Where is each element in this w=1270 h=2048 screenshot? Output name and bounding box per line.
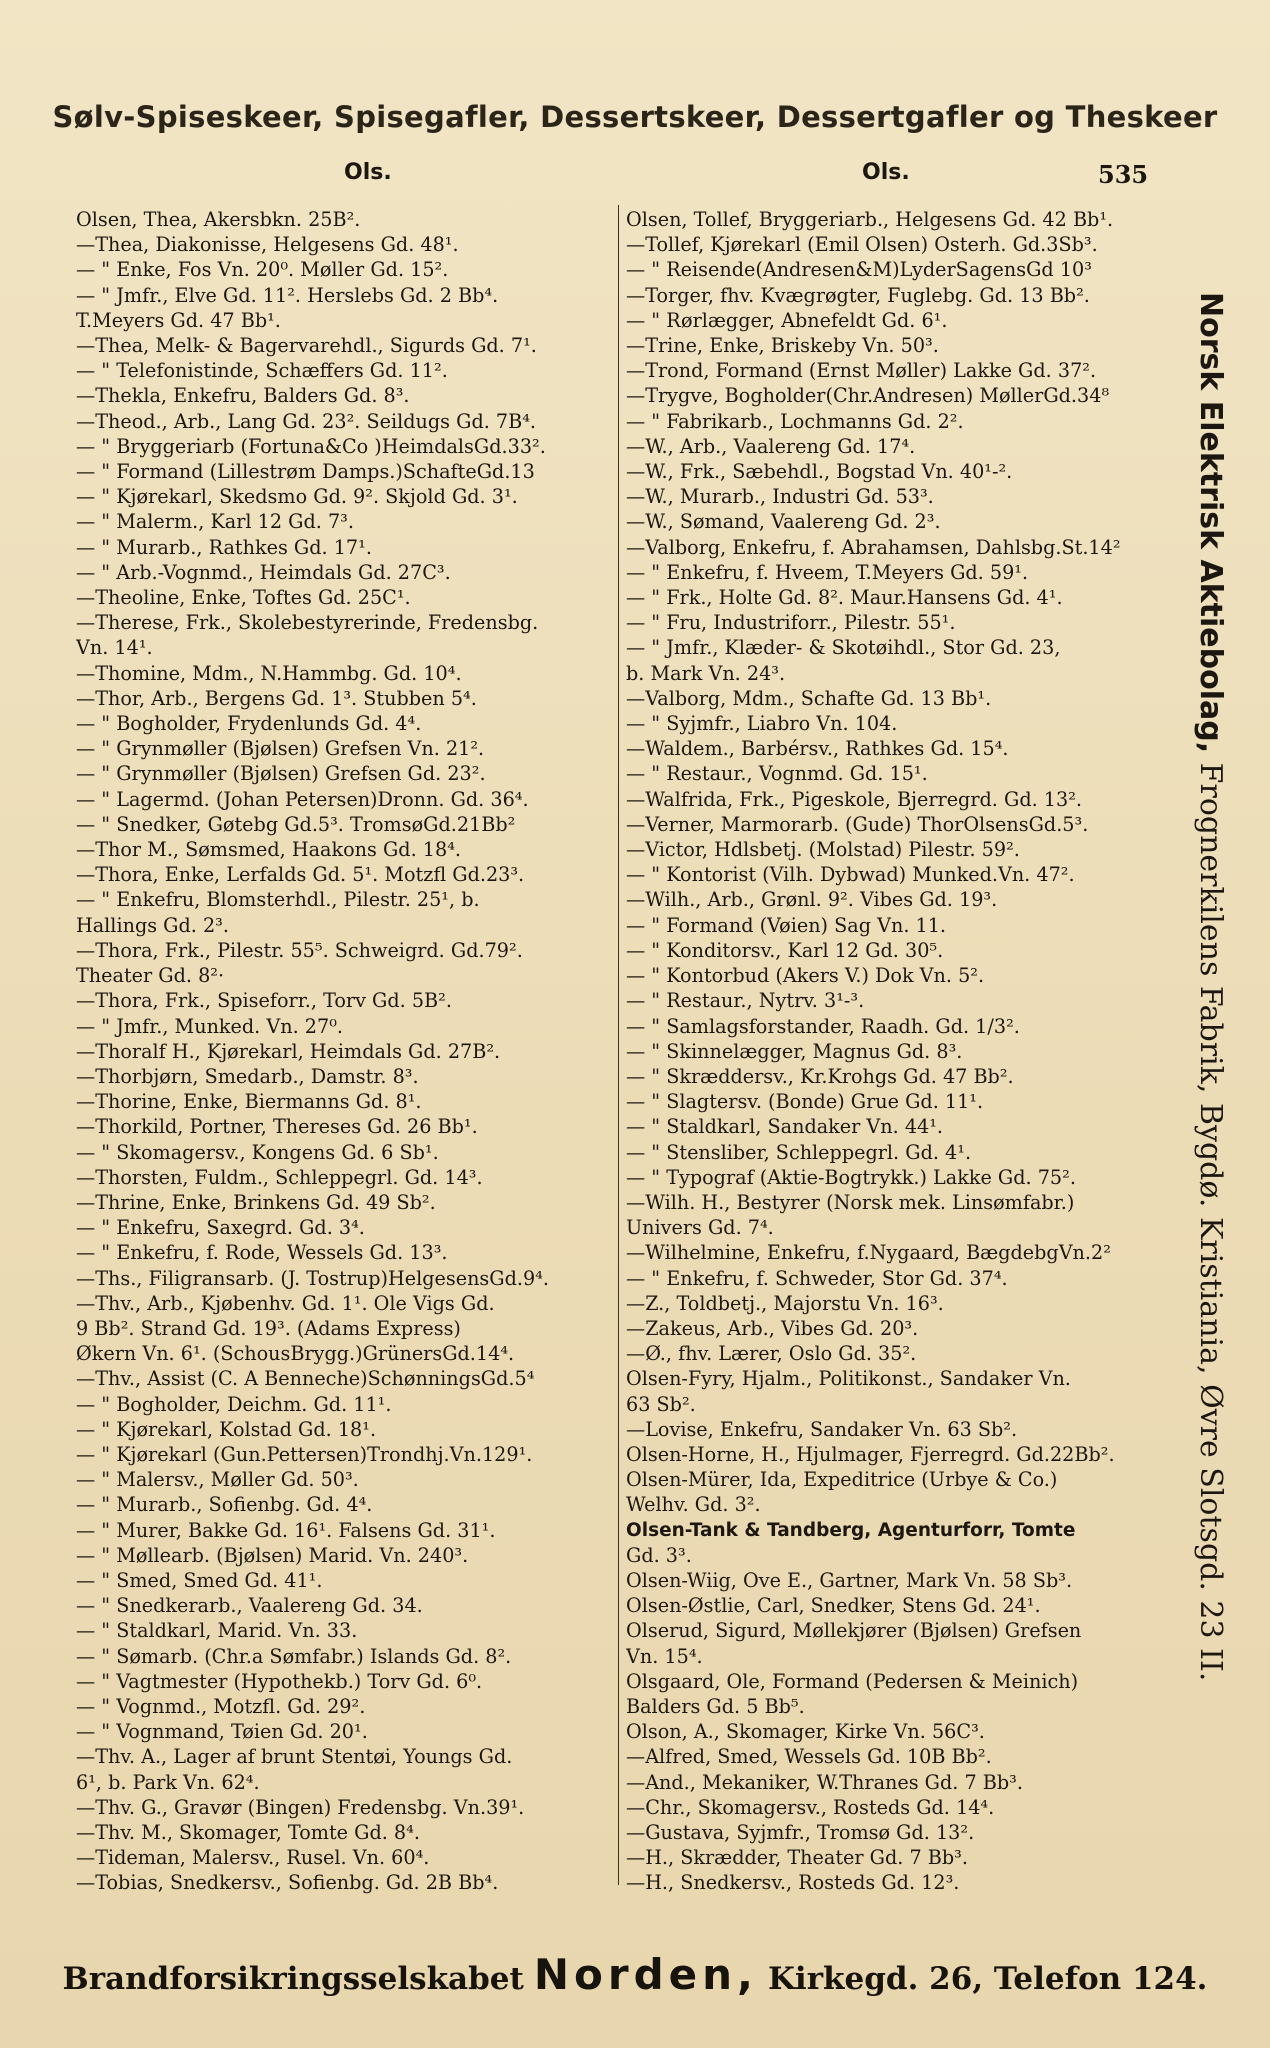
directory-entry: —Thea, Melk- & Bagervarehdl., Sigurds Gd. 7¹. — [76, 334, 537, 358]
directory-entry: — " Formand (Lillestrøm Damps.)SchafteGd.13 — [76, 460, 535, 484]
directory-entry: Vn. 14¹. — [76, 636, 153, 660]
directory-entry: — " Smed, Smed Gd. 41¹. — [76, 1568, 323, 1592]
directory-entry: — " Staldkarl, Sandaker Vn. 44¹. — [626, 1115, 944, 1139]
directory-entry: Gd. 3³. — [626, 1543, 692, 1567]
directory-entry: — " Rørlægger, Abnefeldt Gd. 6¹. — [626, 308, 948, 332]
directory-entry: — " Fabrikarb., Lochmanns Gd. 2². — [626, 409, 964, 433]
directory-entry: — " Kontorbud (Akers V.) Dok Vn. 5². — [626, 964, 985, 988]
directory-entry: — " Jmfr., Munked. Vn. 27⁰. — [76, 1014, 344, 1038]
directory-entry: —Ø., fhv. Lærer, Oslo Gd. 35². — [626, 1342, 917, 1366]
directory-entry: Olsgaard, Ole, Formand (Pedersen & Meinich) — [626, 1669, 1079, 1693]
directory-entry: — " Murarb., Sofienbg. Gd. 4⁴. — [76, 1493, 373, 1517]
footer-address: Kirkegd. 26, Telefon 124. — [767, 1961, 1208, 1997]
footer-brand: Norden, — [533, 1950, 758, 1999]
directory-entry: Olson, A., Skomager, Kirke Vn. 56C³. — [626, 1720, 985, 1744]
directory-entry: Olsen-Mürer, Ida, Expeditrice (Urbye & Co.) — [626, 1468, 1058, 1492]
directory-entry: —Thor M., Sømsmed, Haakons Gd. 18⁴. — [76, 838, 461, 862]
directory-entry: —Theoline, Enke, Toftes Gd. 25C¹. — [76, 586, 411, 610]
directory-entry: — " Jmfr., Klæder- & Skotøihdl., Stor Gd. 23, — [626, 636, 1061, 660]
directory-entry: — " Enke, Fos Vn. 20⁰. Møller Gd. 15². — [76, 258, 449, 282]
directory-entry: — " Formand (Vøien) Sag Vn. 11. — [626, 913, 947, 937]
directory-entry: Olserud, Sigurd, Møllekjører (Bjølsen) Grefsen — [626, 1619, 1082, 1643]
directory-entry: —W., Frk., Sæbehdl., Bogstad Vn. 40¹-². — [626, 460, 1013, 484]
directory-entry: — " Møllearb. (Bjølsen) Marid. Vn. 240³. — [76, 1543, 469, 1567]
directory-entry: — " Murer, Bakke Gd. 16¹. Falsens Gd. 31¹. — [76, 1518, 496, 1542]
directory-entry: —Walfrida, Frk., Pigeskole, Bjerregrd. Gd. 13². — [626, 787, 1083, 811]
right-column-header: Ols. — [862, 160, 910, 185]
directory-entry: —Chr., Skomagersv., Rosteds Gd. 14⁴. — [626, 1795, 995, 1819]
page-number: 535 — [1098, 160, 1149, 189]
directory-entry: — " Kjørekarl (Gun.Pettersen)Trondhj.Vn.129¹. — [76, 1442, 533, 1466]
directory-entry: Hallings Gd. 2³. — [76, 913, 229, 937]
directory-entry: —Gustava, Syjmfr., Tromsø Gd. 13². — [626, 1821, 975, 1844]
directory-entry: — " Fru, Industriforr., Pilestr. 55¹. — [626, 611, 956, 635]
directory-entry: —Thor, Arb., Bergens Gd. 1³. Stubben 5⁴. — [76, 686, 477, 710]
directory-entry: Theater Gd. 8²· — [76, 964, 225, 988]
directory-entry: — " Arb.-Vognmd., Heimdals Gd. 27C³. — [76, 560, 451, 584]
directory-entry: —Trygve, Bogholder(Chr.Andresen) MøllerGd.34⁸ — [626, 384, 1110, 408]
directory-entry: — " Kjørekarl, Kolstad Gd. 18¹. — [76, 1417, 377, 1441]
directory-entry: —Thrine, Enke, Brinkens Gd. 49 Sb². — [76, 1190, 436, 1214]
directory-entry: T.Meyers Gd. 47 Bb¹. — [76, 308, 281, 332]
directory-entry: —Trine, Enke, Briskeby Vn. 50³. — [626, 334, 939, 358]
directory-entry: — " Murarb., Rathkes Gd. 17¹. — [76, 535, 372, 559]
directory-entry: —Thora, Frk., Pilestr. 55⁵. Schweigrd. Gd.79². — [76, 938, 523, 962]
directory-entry: — " Reisende(Andresen&M)LyderSagensGd 10³ — [626, 258, 1092, 282]
directory-entry: — " Konditorsv., Karl 12 Gd. 30⁵. — [626, 938, 944, 962]
directory-entry: — " Lagermd. (Johan Petersen)Dronn. Gd. 36⁴. — [76, 787, 529, 811]
bottom-advert-banner — [0, 1950, 1270, 1999]
directory-entry: —H., Skrædder, Theater Gd. 7 Bb³. — [626, 1846, 968, 1870]
directory-entry: —Thorkild, Portner, Thereses Gd. 26 Bb¹. — [76, 1115, 478, 1139]
directory-entry: Olsen-Fyry, Hjalm., Politikonst., Sandaker Vn. — [626, 1367, 1071, 1391]
directory-entry: —Verner, Marmorarb. (Gude) ThorOlsensGd.5³. — [626, 812, 1089, 836]
directory-entry: — " Kjørekarl, Skedsmo Gd. 9². Skjold Gd. 3¹. — [76, 485, 518, 509]
directory-entry: — " Enkefru, Saxegrd. Gd. 3⁴. — [76, 1216, 365, 1240]
directory-entry: —Thorsten, Fuldm., Schleppegrl. Gd. 14³. — [76, 1165, 483, 1189]
directory-entry: Vn. 15⁴. — [626, 1644, 703, 1668]
directory-entry: — " Skinnelægger, Magnus Gd. 8³. — [626, 1039, 963, 1063]
directory-entry: —Alfred, Smed, Wessels Gd. 10B Bb². — [626, 1745, 992, 1769]
directory-entry: — " Telefonistinde, Schæffers Gd. 11². — [76, 359, 448, 383]
column-divider — [618, 205, 619, 1885]
directory-entry: — " Malersv., Møller Gd. 50³. — [76, 1468, 359, 1492]
directory-entry: —Thv., Arb., Kjøbenhv. Gd. 1¹. Ole Vigs Gd. — [76, 1291, 495, 1315]
directory-entry: Olsen-Horne, H., Hjulmager, Fjerregrd. Gd.22Bb². — [626, 1442, 1115, 1466]
directory-entry: — " Malerm., Karl 12 Gd. 7³. — [76, 510, 354, 534]
directory-entry: — " Restaur., Nytrv. 3¹-³. — [626, 989, 865, 1013]
directory-entry: —Lovise, Enkefru, Sandaker Vn. 63 Sb². — [626, 1417, 1018, 1441]
directory-entry: — " Syjmfr., Liabro Vn. 104. — [626, 712, 898, 736]
directory-entry: — " Vagtmester (Hypothekb.) Torv Gd. 6⁰. — [76, 1669, 483, 1693]
directory-entry: —Trond, Formand (Ernst Møller) Lakke Gd. 37². — [626, 359, 1097, 383]
directory-entry: —W., Sømand, Vaalereng Gd. 2³. — [626, 510, 941, 534]
directory-entry: — " Skræddersv., Kr.Krohgs Gd. 47 Bb². — [626, 1064, 1014, 1088]
left-column-header: Ols. — [344, 160, 392, 185]
side-advert — [1193, 292, 1228, 1681]
directory-entry: Welhv. Gd. 3². — [626, 1493, 761, 1517]
directory-entry: — " Stensliber, Schleppegrl. Gd. 4¹. — [626, 1140, 972, 1164]
directory-entry: — " Kontorist (Vilh. Dybwad) Munked.Vn. 47². — [626, 863, 1075, 887]
right-column — [626, 207, 1166, 1896]
directory-entry: —Tideman, Malersv., Rusel. Vn. 60⁴. — [76, 1846, 430, 1870]
directory-entry: — " Snedker, Gøtebg Gd.5³. TromsøGd.21Bb² — [76, 812, 516, 836]
directory-entry: —Zakeus, Arb., Vibes Gd. 20³. — [626, 1316, 919, 1340]
directory-entry: —Thoralf H., Kjørekarl, Heimdals Gd. 27B². — [76, 1039, 501, 1063]
directory-entry: —Thv. A., Lager af brunt Stentøi, Youngs Gd. — [76, 1745, 513, 1769]
directory-entry: —Tobias, Snedkersv., Sofienbg. Gd. 2B Bb⁴. — [76, 1871, 499, 1895]
directory-entry: — " Bryggeriarb (Fortuna&Co )HeimdalsGd.33². — [76, 434, 546, 458]
directory-entry: — " Vognmand, Tøien Gd. 20¹. — [76, 1720, 368, 1744]
directory-entry: Økern Vn. 6¹. (SchousBrygg.)GrünersGd.14⁴. — [76, 1342, 515, 1366]
directory-entry: — " Typograf (Aktie-Bogtrykk.) Lakke Gd. 75². — [626, 1165, 1076, 1189]
directory-entry: —Therese, Frk., Skolebestyrerinde, Fredensbg. — [76, 611, 539, 635]
directory-entry: — " Grynmøller (Bjølsen) Grefsen Vn. 21². — [76, 737, 485, 761]
footer-company: Brandforsikringsselskabet — [62, 1961, 524, 1997]
directory-entry: —Thekla, Enkefru, Balders Gd. 8³. — [76, 384, 410, 408]
directory-entry: —Thorbjørn, Smedarb., Damstr. 8³. — [76, 1064, 419, 1088]
directory-entry: — " Enkefru, f. Rode, Wessels Gd. 13³. — [76, 1241, 448, 1265]
side-advert-address: Frognerkilens Fabrik, Bygdø. Kristiania, Øvre Slotsgd. 23 II. — [1193, 753, 1228, 1682]
directory-entry: Olsen, Tollef, Bryggeriarb., Helgesens Gd. 42 Bb¹. — [626, 208, 1114, 231]
directory-entry: 6¹, b. Park Vn. 62⁴. — [76, 1770, 260, 1794]
directory-entry: —Theod., Arb., Lang Gd. 23². Seildugs Gd. 7B⁴. — [76, 409, 537, 433]
directory-entry: — " Frk., Holte Gd. 8². Maur.Hansens Gd. 4¹. — [626, 586, 1063, 610]
directory-entry: —Thea, Diakonisse, Helgesens Gd. 48¹. — [76, 233, 459, 257]
directory-entry: —W., Murarb., Industri Gd. 53³. — [626, 485, 934, 509]
directory-entry: —Wilh. H., Bestyrer (Norsk mek. Linsømfabr.) — [626, 1190, 1075, 1214]
directory-entry: 63 Sb². — [626, 1392, 696, 1416]
directory-entry: —H., Snedkersv., Rosteds Gd. 12³. — [626, 1871, 960, 1895]
directory-entry: — " Slagtersv. (Bonde) Grue Gd. 11¹. — [626, 1090, 984, 1114]
directory-entry: —Wilh., Arb., Grønl. 9². Vibes Gd. 19³. — [626, 888, 998, 912]
directory-entry: b. Mark Vn. 24³. — [626, 661, 786, 685]
directory-entry: Olsen-Østlie, Carl, Snedker, Stens Gd. 24¹. — [626, 1594, 1041, 1618]
directory-entry: —Thorine, Enke, Biermanns Gd. 8¹. — [76, 1090, 422, 1114]
directory-entry: — " Grynmøller (Bjølsen) Grefsen Gd. 23². — [76, 762, 486, 786]
directory-entry: —W., Arb., Vaalereng Gd. 17⁴. — [626, 434, 916, 458]
directory-entry: —Valborg, Enkefru, f. Abrahamsen, Dahlsbg.St.14² — [626, 535, 1121, 559]
side-advert-company: Norsk Elektrisk Aktiebolag, — [1193, 292, 1228, 754]
directory-entry: — " Bogholder, Deichm. Gd. 11¹. — [76, 1392, 392, 1416]
directory-entry: —Ths., Filigransarb. (J. Tostrup)HelgesensGd.9⁴. — [76, 1266, 549, 1290]
directory-entry: —Valborg, Mdm., Schafte Gd. 13 Bb¹. — [626, 686, 992, 710]
directory-entry: —Thora, Enke, Lerfalds Gd. 5¹. Motzfl Gd.23³. — [76, 863, 525, 887]
directory-entry: —Waldem., Barbérsv., Rathkes Gd. 15⁴. — [626, 737, 1009, 761]
directory-entry: — " Enkefru, f. Schweder, Stor Gd. 37⁴. — [626, 1266, 1008, 1290]
directory-entry: — " Jmfr., Elve Gd. 11². Herslebs Gd. 2 Bb⁴. — [76, 283, 499, 307]
directory-entry: Balders Gd. 5 Bb⁵. — [626, 1694, 805, 1718]
directory-entry: — " Sømarb. (Chr.a Sømfabr.) Islands Gd. 8². — [76, 1644, 512, 1668]
directory-entry: — " Bogholder, Frydenlunds Gd. 4⁴. — [76, 712, 422, 736]
directory-entry: — " Vognmd., Motzfl. Gd. 29². — [76, 1694, 366, 1718]
left-column — [76, 207, 612, 1896]
directory-entry: 9 Bb². Strand Gd. 19³. (Adams Express) — [76, 1316, 461, 1340]
directory-entry: —Thv. G., Gravør (Bingen) Fredensbg. Vn.39¹. — [76, 1795, 525, 1819]
directory-entry: —Torger, fhv. Kvægrøgter, Fuglebg. Gd. 13 Bb². — [626, 283, 1090, 307]
directory-entry: — " Restaur., Vognmd. Gd. 15¹. — [626, 762, 928, 786]
directory-entry: —Thora, Frk., Spiseforr., Torv Gd. 5B². — [76, 989, 452, 1013]
directory-entry: Olsen-Wiig, Ove E., Gartner, Mark Vn. 58 Sb³. — [626, 1568, 1073, 1592]
directory-entry: —Tollef, Kjørekarl (Emil Olsen) Osterh. Gd.3Sb³. — [626, 233, 1098, 257]
directory-entry: —And., Mekaniker, W.Thranes Gd. 7 Bb³. — [626, 1770, 1023, 1794]
directory-entry: — " Enkefru, Blomsterhdl., Pilestr. 25¹, b. — [76, 888, 480, 912]
directory-entry: —Thomine, Mdm., N.Hammbg. Gd. 10⁴. — [76, 661, 462, 685]
directory-entry: —Thv. M., Skomager, Tomte Gd. 8⁴. — [76, 1821, 420, 1844]
directory-entry: —Victor, Hdlsbetj. (Molstad) Pilestr. 59². — [626, 838, 1020, 862]
directory-entry: —Z., Toldbetj., Majorstu Vn. 16³. — [626, 1291, 944, 1315]
directory-entry: —Wilhelmine, Enkefru, f.Nygaard, BægdebgVn.2² — [626, 1241, 1111, 1265]
directory-entry: — " Staldkarl, Marid. Vn. 33. — [76, 1619, 358, 1643]
top-advert-banner: Sølv-Spiseskeer, Spisegafler, Dessertskeer, Dessertgafler og Theskeer — [52, 100, 1218, 134]
directory-entry: — " Enkefru, f. Hveem, T.Meyers Gd. 59¹. — [626, 560, 1029, 584]
directory-entry: Univers Gd. 7⁴. — [626, 1216, 774, 1240]
directory-entry: Olsen-Tank & Tandberg, Agenturforr, Tomte — [626, 1519, 1076, 1541]
directory-entry: Olsen, Thea, Akersbkn. 25B². — [76, 208, 361, 231]
directory-entry: —Thv., Assist (C. A Benneche)SchønningsGd.5⁴ — [76, 1367, 535, 1391]
directory-entry: — " Snedkerarb., Vaalereng Gd. 34. — [76, 1594, 423, 1618]
directory-entry: — " Samlagsforstander, Raadh. Gd. 1/3². — [626, 1014, 1020, 1038]
directory-entry: — " Skomagersv., Kongens Gd. 6 Sb¹. — [76, 1140, 439, 1164]
